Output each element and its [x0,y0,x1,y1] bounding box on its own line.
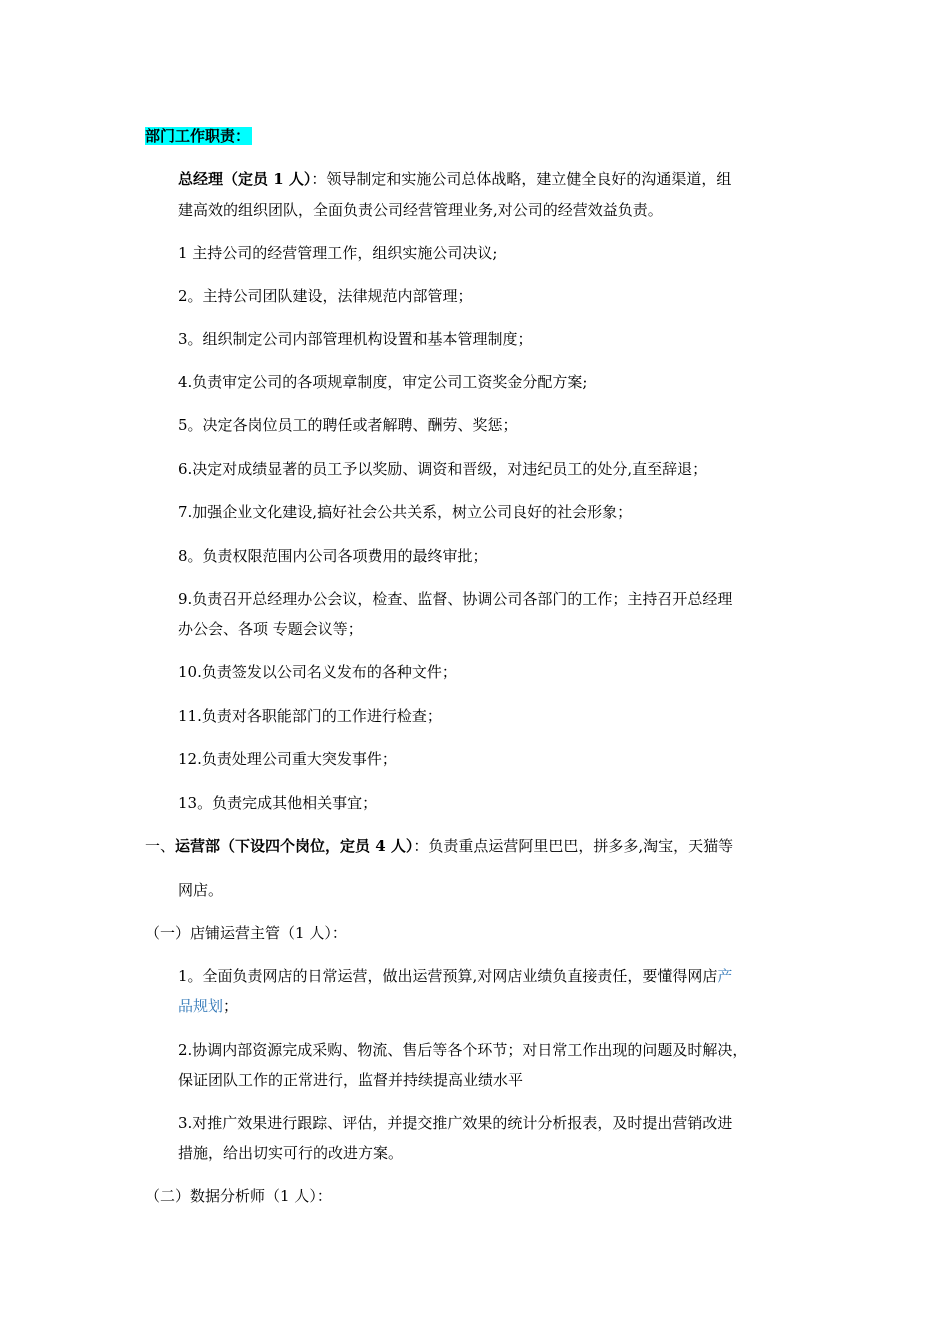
gm-item: 12.负责处理公司重大突发事件； [178,750,397,768]
gm-item: 9.负责召开总经理办公会议，检查、监督、协调公司各部门的工作；主持召开总经理 [178,590,733,608]
gm-item: 1 主持公司的经营管理工作，组织实施公司决议; [178,244,498,262]
store-manager-item-3-line-1: 3.对推广效果进行跟踪、评估，并提交推广效果的统计分析报表，及时提出营销改进 [178,1114,733,1132]
product-planning-link-part-2[interactable]: 品规划 [178,997,224,1015]
gm-item: 8。负责权限范围内公司各项费用的最终审批； [178,547,488,565]
ops-paragraph-line-1 [145,835,733,857]
gm-title: 总经理（定员 1 人） [178,170,312,188]
store-manager-heading: （一）店铺运营主管（1 人）： [145,924,347,942]
store-manager-item-1-end: ； [223,997,239,1015]
store-manager-item-3-line-2: 措施，给出切实可行的改进方案。 [178,1144,404,1162]
gm-item: 2。主持公司团队建设，法律规范内部管理； [178,287,473,305]
store-manager-item-1-line-1 [178,965,732,987]
ops-description-1: ：负责重点运营阿里巴巴，拼多多,淘宝，天猫等 [413,837,734,855]
gm-item: 5。决定各岗位员工的聘任或者解聘、酬劳、奖惩； [178,416,518,434]
gm-item: 10.负责签发以公司名义发布的各种文件； [178,663,457,681]
gm-item: 13。负责完成其他相关事宜； [178,794,378,812]
gm-paragraph-line-2: 建高效的组织团队，全面负责公司经营管理业务,对公司的经营效益负责。 [178,201,663,219]
store-manager-item-1-line-2 [178,995,238,1017]
data-analyst-heading: （二）数据分析师（1 人）： [145,1187,332,1205]
section-heading-text: 部门工作职责： [145,127,251,145]
section-heading [145,125,252,147]
gm-description-1: ：领导制定和实施公司总体战略，建立健全良好的沟通渠道，组 [311,170,732,188]
ops-title: 运营部（下设四个岗位，定员 4 人） [175,837,414,855]
product-planning-link-part-1[interactable]: 产 [717,967,733,985]
gm-item: 11.负责对各职能部门的工作进行检查； [178,707,442,725]
store-manager-item-1-text: 1。全面负责网店的日常运营，做出运营预算,对网店业绩负直接责任，要懂得网店 [178,967,718,985]
gm-paragraph-line-1 [178,168,731,190]
gm-item: 3。组织制定公司内部管理机构设置和基本管理制度； [178,330,533,348]
ops-paragraph-line-2: 网店。 [178,881,224,899]
gm-item: 6.决定对成绩显著的员工予以奖励、调资和晋级，对违纪员工的处分,直至辞退； [178,460,708,478]
gm-item: 4.负责审定公司的各项规章制度，审定公司工资奖金分配方案; [178,373,588,391]
gm-item: 7.加强企业文化建设,搞好社会公共关系，树立公司良好的社会形象； [178,503,633,521]
store-manager-item-2-line-2: 保证团队工作的正常进行，监督并持续提高业绩水平 [178,1071,524,1089]
store-manager-item-2-line-1: 2.协调内部资源完成采购、物流、售后等各个环节；对日常工作出现的问题及时解决， [178,1041,748,1059]
gm-item: 办公会、各项 专题会议等； [178,620,363,638]
ops-prefix: 一、 [145,837,176,855]
